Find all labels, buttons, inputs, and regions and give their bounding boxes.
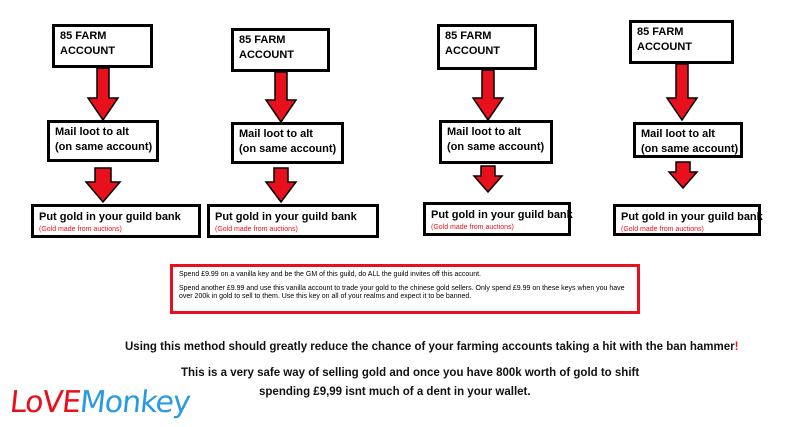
farm-account-box-4 bbox=[629, 20, 734, 64]
caption-line-1 bbox=[125, 341, 738, 353]
down-arrow-icon bbox=[473, 70, 503, 120]
mail-loot-box-1 bbox=[47, 120, 159, 162]
notice-paragraph-2: Spend another £9.99 and use this vanilla account to trade your gold to the chinese gold sellers. Only spend £9.99 on these keys when you have over 200k in gold to sell to them. Use this key on all of your realms and expect it to be banned. bbox=[179, 285, 625, 300]
farm-account-label-line2: ACCOUNT bbox=[445, 45, 500, 57]
down-arrow-icon bbox=[266, 72, 296, 122]
farm-account-label-line2: ACCOUNT bbox=[60, 45, 115, 57]
logo-love: LoVE bbox=[8, 385, 82, 420]
farm-account-box-2 bbox=[231, 28, 330, 72]
mail-loot-label-line1: Mail loot to alt bbox=[641, 128, 715, 140]
mail-loot-label-line1: Mail loot to alt bbox=[239, 128, 313, 140]
mail-loot-box-4 bbox=[633, 122, 743, 158]
farm-account-label-line2: ACCOUNT bbox=[239, 49, 294, 61]
down-arrow-icon bbox=[266, 168, 296, 202]
farm-account-label-line1: 85 FARM bbox=[239, 34, 286, 46]
gold-source-note: (Gold made from auctions) bbox=[431, 224, 514, 231]
down-arrow-icon bbox=[86, 168, 120, 202]
caption-line-3: spending £9,99 isnt much of a dent in your wallet. bbox=[259, 386, 531, 398]
guild-bank-label: Put gold in your guild bank bbox=[215, 211, 357, 223]
caption-exclamation: ! bbox=[734, 341, 739, 353]
guild-bank-label: Put gold in your guild bank bbox=[39, 211, 181, 223]
caption-line-2: This is a very safe way of selling gold and once you have 800k worth of gold to shift bbox=[181, 367, 640, 379]
farm-account-label-line1: 85 FARM bbox=[445, 30, 492, 42]
mail-loot-box-2 bbox=[231, 122, 344, 164]
guild-bank-box-2 bbox=[207, 204, 379, 238]
farm-account-box-1 bbox=[52, 24, 153, 68]
down-arrow-icon bbox=[88, 68, 118, 120]
down-arrow-icon bbox=[669, 162, 697, 188]
mail-loot-box-3 bbox=[439, 120, 553, 164]
guild-bank-box-1 bbox=[31, 204, 201, 238]
farm-account-box-3 bbox=[437, 24, 537, 70]
gold-source-note: (Gold made from auctions) bbox=[39, 226, 122, 233]
mail-loot-label-line2: (on same account) bbox=[55, 141, 153, 153]
mail-loot-label-line1: Mail loot to alt bbox=[55, 126, 129, 138]
mail-loot-label-line2: (on same account) bbox=[239, 143, 337, 155]
farm-account-label-line1: 85 FARM bbox=[637, 26, 684, 38]
caption-line-1-text: Using this method should greatly reduce the chance of your farming accounts taking a hit with the ban hammer bbox=[125, 341, 735, 353]
farm-account-label-line1: 85 FARM bbox=[60, 30, 107, 42]
notice-paragraph-1: Spend £9.99 on a vanilla key and be the GM of this guild, do ALL the guild invites off this account. bbox=[179, 271, 481, 278]
gold-source-note: (Gold made from auctions) bbox=[621, 226, 704, 233]
gold-source-note: (Gold made from auctions) bbox=[215, 226, 298, 233]
guild-bank-label: Put gold in your guild bank bbox=[431, 209, 573, 221]
mail-loot-label-line2: (on same account) bbox=[447, 141, 545, 153]
down-arrow-icon bbox=[474, 166, 502, 192]
down-arrow-icon bbox=[667, 64, 697, 120]
mail-loot-label-line2: (on same account) bbox=[641, 143, 739, 155]
lovemonkey-logo bbox=[8, 385, 191, 420]
guild-bank-label: Put gold in your guild bank bbox=[621, 211, 763, 223]
logo-monkey: Monkey bbox=[78, 385, 192, 420]
guild-bank-box-4 bbox=[613, 204, 761, 236]
mail-loot-label-line1: Mail loot to alt bbox=[447, 126, 521, 138]
guild-bank-box-3 bbox=[423, 202, 571, 236]
notice-box bbox=[170, 264, 640, 314]
farm-account-label-line2: ACCOUNT bbox=[637, 41, 692, 53]
